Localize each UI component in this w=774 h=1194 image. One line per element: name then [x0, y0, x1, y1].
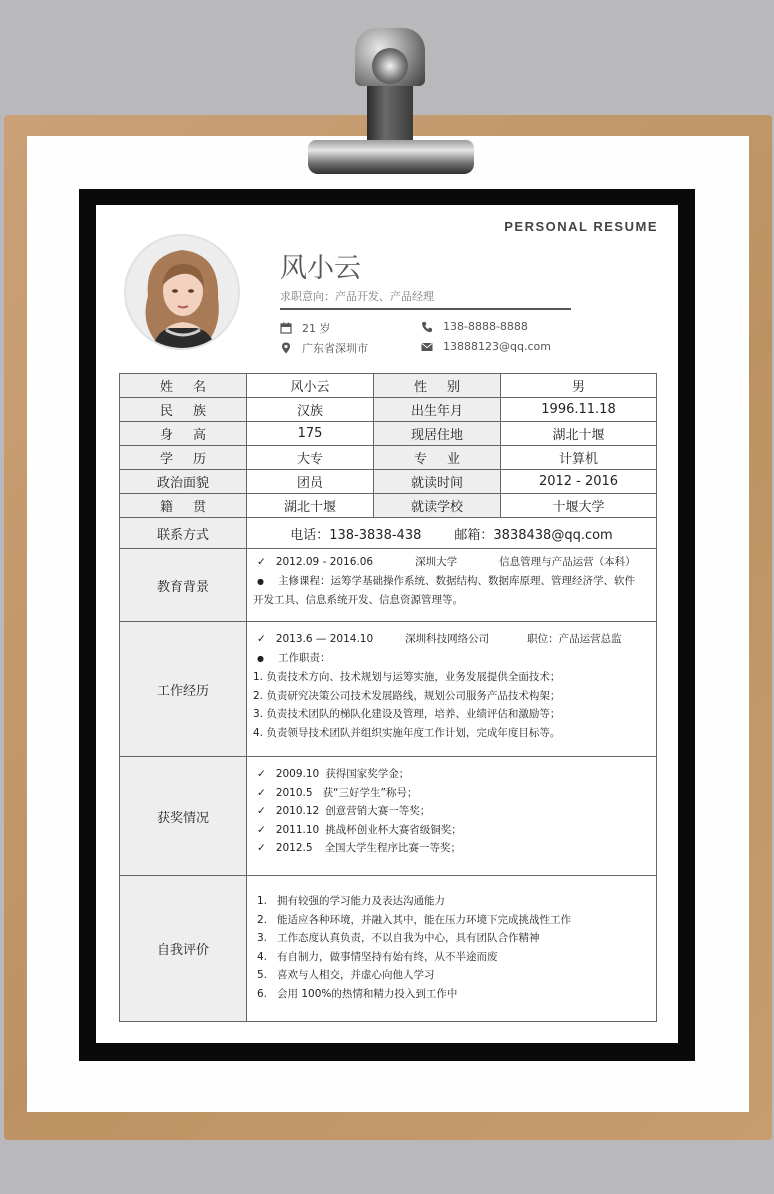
item-text: 能适应各种环境，并融入其中，能在压力环境下完成挑战性工作 [277, 913, 571, 926]
item-number: 3. [257, 932, 268, 944]
education-row [120, 549, 657, 622]
field-value: 湖北十堰 [247, 494, 374, 518]
work-date: 2013.6 — 2014.10 [275, 633, 374, 645]
age-info [280, 320, 331, 336]
work-label: 工作经历 [120, 622, 247, 757]
phone-icon [421, 321, 433, 333]
award-date: 2009.10 [275, 768, 320, 780]
bullet-icon: ● [257, 653, 264, 663]
work-company: 深圳科技网络公司 [405, 633, 490, 645]
email-text: 13888123@qq.com [443, 340, 551, 353]
list-item [253, 892, 650, 911]
field-value: 汉族 [247, 398, 374, 422]
list-item [253, 985, 650, 1004]
field-value: 团员 [247, 470, 374, 494]
field-label: 专业 [374, 446, 501, 470]
phone-text: 138-8888-8888 [443, 320, 528, 333]
awards-label: 获奖情况 [120, 757, 247, 876]
awards-content [247, 757, 657, 876]
mail-icon [421, 341, 433, 353]
field-label: 籍贯 [120, 494, 247, 518]
applicant-name: 风小云 [280, 253, 361, 284]
bullet-icon: ● [257, 576, 264, 586]
edu-courses: 主修课程：运筹学基础操作系统、数据结构、数据库原理、管理经济学、软件 [277, 574, 635, 587]
edu-school: 深圳大学 [415, 556, 458, 568]
field-value: 湖北十堰 [501, 422, 657, 446]
item-number: 1. [257, 895, 268, 907]
list-item [253, 784, 650, 803]
list-item: 2. 负责研究决策公司技术发展路线，规划公司服务产品技术构架； [253, 689, 561, 702]
award-date: 2011.10 [275, 823, 320, 836]
table-row [120, 446, 657, 470]
item-text: 会用 100%的热情和精力投入到工作中 [277, 987, 458, 1000]
item-text: 有自制力，做事情坚持有始有终，从不半途而废 [277, 950, 498, 963]
field-label: 政治面貌 [120, 470, 247, 494]
resume-label: PERSONAL RESUME [504, 219, 658, 234]
contact-row [120, 518, 657, 549]
work-row [120, 622, 657, 757]
award-text: 获得国家奖学金； [325, 768, 410, 780]
check-icon: ✓ [257, 786, 266, 799]
list-item: 3. 负责技术团队的梯队化建设及管理，培养、业绩评估和激励等； [253, 708, 561, 720]
calendar-icon [280, 322, 292, 334]
education-content [247, 549, 657, 622]
self-eval-label: 自我评价 [120, 876, 247, 1022]
clip-hole [372, 48, 408, 84]
award-text: 全国大学生程序比赛一等奖； [324, 842, 462, 854]
duties-title: 工作职责： [277, 651, 331, 664]
list-item [253, 966, 650, 985]
field-label: 姓名 [120, 374, 247, 398]
item-number: 5. [257, 969, 268, 981]
list-item [253, 802, 650, 821]
field-value: 十堰大学 [501, 494, 657, 518]
table-row [120, 494, 657, 518]
check-icon: ✓ [257, 768, 266, 780]
award-text: 获“三好学生”称号； [322, 786, 418, 799]
award-text: 挑战杯创业杯大赛省级铜奖； [325, 823, 462, 836]
field-label: 性别 [374, 374, 501, 398]
check-icon: ✓ [257, 842, 266, 854]
award-date: 2012.5 [275, 842, 313, 854]
edu-major: 信息管理与产品运营（本科） [499, 556, 636, 568]
field-label: 身高 [120, 422, 247, 446]
item-number: 4. [257, 950, 268, 963]
item-number: 6. [257, 987, 268, 1000]
location-pin-icon [280, 342, 292, 354]
field-value: 男 [501, 374, 657, 398]
education-label: 教育背景 [120, 549, 247, 622]
job-intent: 求职意向：产品开发、产品经理 [280, 290, 434, 303]
phone-info [421, 320, 528, 333]
field-label: 出生年月 [374, 398, 501, 422]
table-row [120, 398, 657, 422]
award-text: 创意营销大赛一等奖； [325, 805, 431, 817]
check-icon: ✓ [257, 823, 266, 836]
field-value: 大专 [247, 446, 374, 470]
check-icon: ✓ [257, 633, 266, 645]
field-label: 民族 [120, 398, 247, 422]
awards-row [120, 757, 657, 876]
list-item: 4. 负责领导技术团队并组织实施年度工作计划，完成年度目标等。 [253, 726, 561, 739]
item-text: 拥有较强的学习能力及表达沟通能力 [277, 895, 445, 907]
field-value: 175 [247, 422, 374, 446]
award-date: 2010.12 [275, 805, 320, 817]
table-row [120, 374, 657, 398]
field-label: 学历 [120, 446, 247, 470]
location-text: 广东省深圳市 [302, 342, 368, 355]
clip-base [308, 140, 474, 174]
field-label: 就读时间 [374, 470, 501, 494]
list-item [253, 929, 650, 948]
field-value: 风小云 [247, 374, 374, 398]
intent-divider [280, 308, 571, 310]
item-text: 喜欢与人相交，并虚心向他人学习 [277, 969, 435, 981]
field-value: 计算机 [501, 446, 657, 470]
location-info [280, 340, 368, 356]
edu-date: 2012.09 - 2016.06 [275, 556, 374, 568]
field-value: 2012 - 2016 [501, 470, 657, 494]
contact-label: 联系方式 [120, 518, 247, 549]
self-eval-content [247, 876, 657, 1022]
table-row [120, 422, 657, 446]
list-item [253, 821, 650, 840]
work-content [247, 622, 657, 757]
field-label: 现居住地 [374, 422, 501, 446]
check-icon: ✓ [257, 556, 266, 568]
table-row [120, 470, 657, 494]
edu-courses-cont: 开发工具、信息系统开发、信息资源管理等。 [253, 594, 463, 606]
list-item: 1. 负责技术方向、技术规划与运筹实施，业务发展提供全面技术； [253, 671, 561, 683]
award-date: 2010.5 [275, 786, 313, 799]
avatar [126, 236, 238, 348]
list-item [253, 839, 650, 858]
check-icon: ✓ [257, 805, 266, 817]
age-text: 21 岁 [302, 322, 331, 335]
list-item [253, 765, 650, 784]
clip-neck [367, 84, 413, 142]
email-info [421, 340, 551, 353]
work-position: 职位：产品运营总监 [527, 633, 622, 645]
resume-table [119, 373, 657, 1022]
list-item [253, 911, 650, 930]
contact-value: 电话：138-3838-438 邮箱：3838438@qq.com [247, 518, 657, 549]
item-number: 2. [257, 913, 268, 926]
field-value: 1996.11.18 [501, 398, 657, 422]
item-text: 工作态度认真负责，不以自我为中心，具有团队合作精神 [277, 932, 540, 944]
list-item [253, 948, 650, 967]
field-label: 就读学校 [374, 494, 501, 518]
self-eval-row [120, 876, 657, 1022]
